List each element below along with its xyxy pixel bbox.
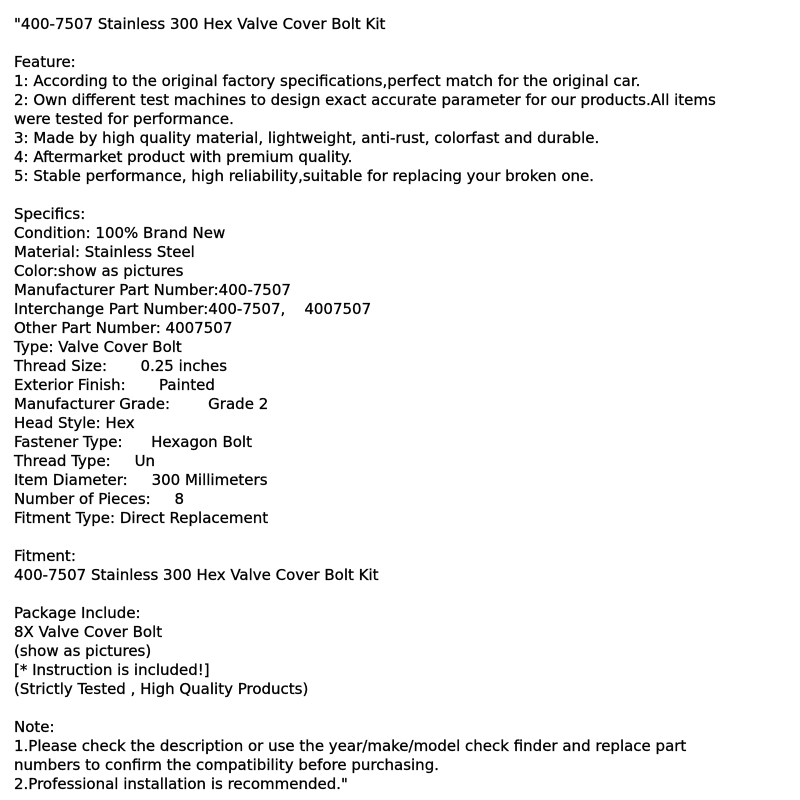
text-line: Fitment Type: Direct Replacement <box>14 509 269 527</box>
text-line: 1.Please check the description or use the year/make/model check finder and replace part <box>14 737 687 755</box>
text-line: 2.Professional installation is recommended." <box>14 775 348 793</box>
text-line: Type: Valve Cover Bolt <box>14 338 182 356</box>
text-line: 5: Stable performance, high reliability,suitable for replacing your broken one. <box>14 167 595 185</box>
blank-line <box>14 34 800 53</box>
text-line: Item Diameter: 300 Millimeters <box>14 471 268 489</box>
text-line: Fitment: <box>14 547 76 565</box>
text-line: Feature: <box>14 53 76 71</box>
blank-line <box>14 528 800 547</box>
text-line: numbers to confirm the compatibility before purchasing. <box>14 756 439 774</box>
blank-line <box>14 585 800 604</box>
sections-host <box>14 34 800 794</box>
text-line: Head Style: Hex <box>14 414 135 432</box>
section-specifics <box>14 205 800 528</box>
text-line: 400-7507 Stainless 300 Hex Valve Cover Bolt Kit <box>14 566 379 584</box>
blank-line <box>14 699 800 718</box>
section-note <box>14 718 800 794</box>
text-line: Condition: 100% Brand New <box>14 224 226 242</box>
text-line: 3: Made by high quality material, lightweight, anti-rust, colorfast and durable. <box>14 129 600 147</box>
section-fitment <box>14 547 800 585</box>
text-line: Color:show as pictures <box>14 262 184 280</box>
text-line: 1: According to the original factory specifications,perfect match for the original car. <box>14 72 641 90</box>
text-line: Exterior Finish: Painted <box>14 376 215 394</box>
text-line: were tested for performance. <box>14 110 234 128</box>
text-line: 2: Own different test machines to design exact accurate parameter for our products.All items <box>14 91 716 109</box>
text-line: Fastener Type: Hexagon Bolt <box>14 433 252 451</box>
blank-line <box>14 186 800 205</box>
text-line: 4: Aftermarket product with premium quality. <box>14 148 353 166</box>
text-line: Specifics: <box>14 205 86 223</box>
text-line: Material: Stainless Steel <box>14 243 195 261</box>
section-title <box>14 15 800 34</box>
section-feature <box>14 53 800 186</box>
text-line: 8X Valve Cover Bolt <box>14 623 163 641</box>
text-line: Manufacturer Grade: Grade 2 <box>14 395 269 413</box>
text-line: Number of Pieces: 8 <box>14 490 185 508</box>
text-line: Manufacturer Part Number:400-7507 <box>14 281 291 299</box>
text-line: Note: <box>14 718 55 736</box>
section-package <box>14 604 800 699</box>
text-line: [* Instruction is included!] <box>14 661 210 679</box>
text-line: Other Part Number: 4007507 <box>14 319 233 337</box>
text-line: Thread Type: Un <box>14 452 156 470</box>
text-line: Interchange Part Number:400-7507, 4007507 <box>14 300 372 318</box>
text-line: Thread Size: 0.25 inches <box>14 357 228 375</box>
text-line: (Strictly Tested , High Quality Products) <box>14 680 309 698</box>
text-line: (show as pictures) <box>14 642 152 660</box>
product-title-line: "400-7507 Stainless 300 Hex Valve Cover Bolt Kit <box>14 15 386 33</box>
text-line: Package Include: <box>14 604 141 622</box>
